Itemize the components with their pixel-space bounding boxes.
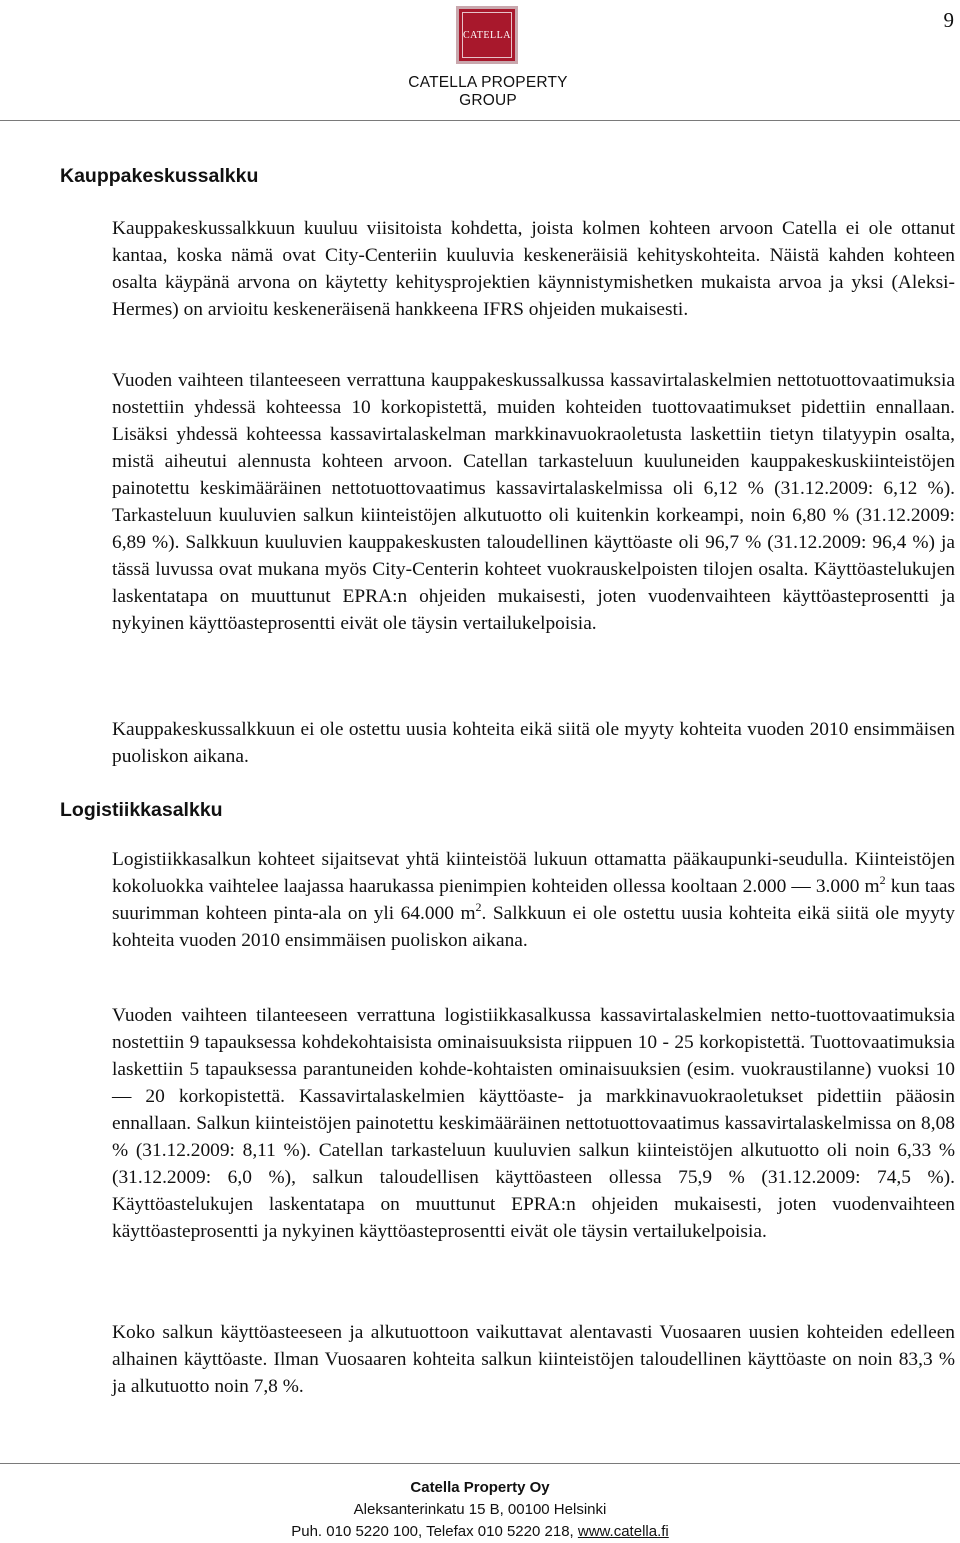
logistics-paragraph-2: Vuoden vaihteen tilanteeseen verrattuna logistiikkasalkussa kassavirtalaskelmien netto-tuottovaatimuksia nostettiin 9 tapauksessa kohdekohtaisista ominaisuuksista riippuen 10 - 25 korkopistettä. Tuottovaatimuksia laskettiin 5 tapauksessa parantuneiden kohde-kohtaisten ominaisuuksien (esim. vuokraustilanne) vuoksi 10 — 20 korkopistettä. Kassavirtalaskelmien käyttöaste- ja markkinavuokraoletukset pidettiin pääosin ennallaan. Salkun kiinteistöjen painotettu keskimääräinen nettotuottovaatimus kassavirtalaskelmissa on 8,08 % (31.12.2009: 8,11 %). Catellan tarkasteluun kuuluvien salkun kiinteistöjen alkutuotto oli noin 6,33 % (31.12.2009: 6,0 %), salkun taloudellisen käyttöasteen ollessa 75,9 % (31.12.2009: 74,5 %). Käyttöastelukujen laskentatapa on muuttunut EPRA:n ohjeiden mukaisesti, joten vuodenvaihteen käyttöasteprosentti ja nykyinen käyttöasteprosentti eivät ole täysin vertailukelpoisia. xyxy=(112,1005,955,1242)
footer-company: Catella Property Oy xyxy=(410,1479,550,1496)
logistics-p1-text-3: . Salkkuun ei ole ostettu uusia kohteita eikä siitä ole myyty kohteita vuoden 2010 ensimmäisen puoliskon aikana. xyxy=(112,903,955,951)
footer-address: Aleksanterinkatu 15 B, 00100 Helsinki xyxy=(353,1501,607,1518)
superscript-2: 2 xyxy=(475,900,482,914)
footer-phone: Puh. 010 5220 100, Telefax 010 5220 218, xyxy=(291,1523,578,1540)
shopping-paragraph-3: Kauppakeskussalkkuun ei ole ostettu uusia kohteita eikä siitä ole myyty kohteita vuoden 2010 ensimmäisen puoliskon aikana. xyxy=(112,719,955,767)
section-heading-kauppakeskussalkku: Kauppakeskussalkku xyxy=(60,165,259,187)
shopping-paragraph-2: Vuoden vaihteen tilanteeseen verrattuna kauppakeskussalkussa kassavirtalaskelmien nettotuottovaatimuksia nostettiin yhdessä kohteessa 10 korkopistettä, muiden kohteiden tuottovaatimukset pidettiin ennallaan. Lisäksi yhdessä kohteessa kassavirtalaskelman markkinavuokraoletusta laskettiin tietyn tilatyypin osalta, mistä aiheutui alennusta kohteen arvoon. Catellan tarkasteluun kuuluneiden kauppakeskuskiinteistöjen painotettu keskimääräinen nettotuottovaatimus kassavirtalaskelmissa oli 6,12 % (31.12.2009: 6,12 %). Tarkasteluun kuuluvien salkun kiinteistöjen alkutuotto oli kuitenkin korkeampi, noin 6,80 % (31.12.2009: 6,89 %). Salkkuun kuuluvien kauppakeskusten taloudellinen käyttöaste oli 96,7 % (31.12.2009: 96,4 %) ja tässä luvussa ovat mukana myös City-Centerin kohteet vuokrauskelpoisten tilojen osalta. Käyttöastelukujen laskentatapa on muuttunut EPRA:n ohjeiden mukaisesti, joten vuodenvaihteen käyttöasteprosentti ja nykyinen käyttöasteprosentti eivät ole täysin vertailukelpoisia. xyxy=(112,370,955,634)
website-link[interactable]: www.catella.fi xyxy=(577,1523,669,1540)
superscript-2: 2 xyxy=(879,873,886,887)
catella-logo xyxy=(456,6,518,64)
footer-contact xyxy=(0,1521,960,1543)
company-name: CATELLA PROPERTY GROUP xyxy=(408,74,568,109)
footer-divider xyxy=(0,1463,960,1464)
header-divider xyxy=(0,120,960,121)
page-number: 9 xyxy=(943,8,954,32)
shopping-paragraph-1: Kauppakeskussalkkuun kuuluu viisitoista kohdetta, joista kolmen kohteen arvoon Catella ei ole ottanut kantaa, koska nämä ovat City-Centeriin kuuluvia keskeneräisiä kehityskohteita. Näistä kahden kohteen osalta käypänä arvona on käytetty kehitysprojektien käynnistymishetken mukaista arvoa ja yksi (Aleksi-Hermes) on arvioitu keskeneräisenä hankkeena IFRS ohjeiden mukaisesti. xyxy=(112,218,955,320)
footer xyxy=(0,1477,960,1543)
logistics-p1-text-1: Logistiikkasalkun kohteet sijaitsevat yhtä kiinteistöä lukuun ottamatta pääkaupunki-seudulla. Kiinteistöjen kokoluokka vaihtelee laajassa haarukassa pienimpien kohteiden ollessa kooltaan 2.000 — 3.000 m xyxy=(112,849,955,897)
logistics-paragraph-1 xyxy=(112,846,955,954)
section-heading-logistiikkasalkku: Logistiikkasalkku xyxy=(60,799,223,821)
logistics-p1-text-2: kun taas suurimman kohteen pinta-ala on yli 64.000 m xyxy=(112,876,955,924)
catella-logo-text: CATELLA xyxy=(462,12,512,58)
logistics-paragraph-3: Koko salkun käyttöasteeseen ja alkutuottoon vaikuttavat alentavasti Vuosaaren uusien kohteiden edelleen alhainen käyttöaste. Ilman Vuosaaren kohteita salkun kiinteistöjen taloudellinen käyttöaste on noin 83,3 % ja alkutuotto noin 7,8 %. xyxy=(112,1322,955,1397)
